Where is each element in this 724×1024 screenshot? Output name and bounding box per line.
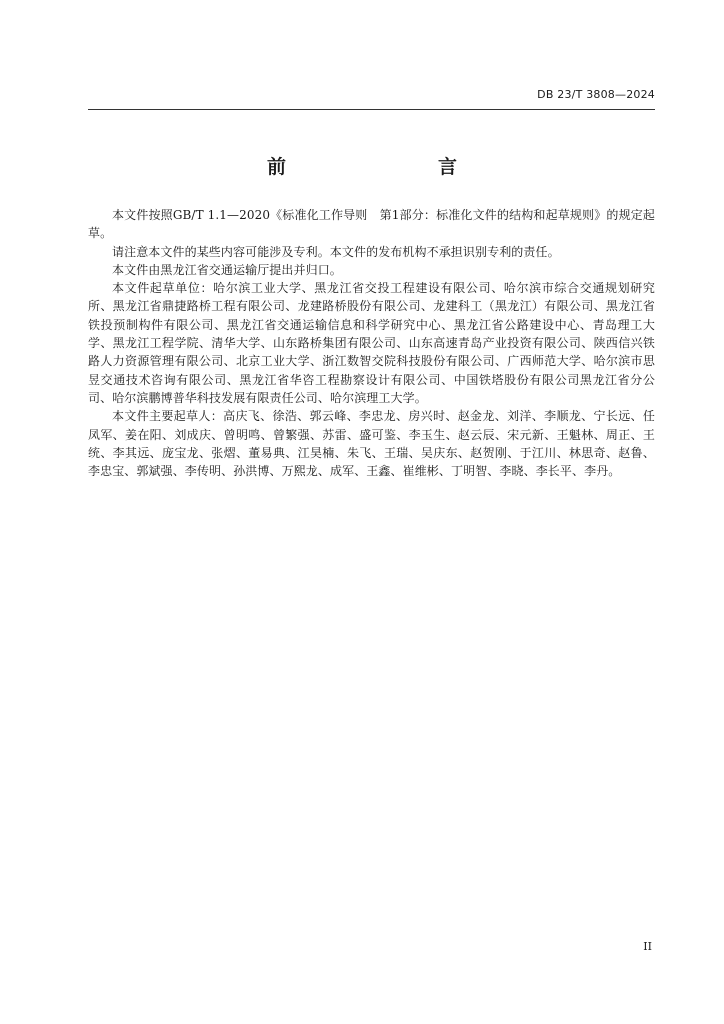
standard-code: DB 23/T 3808—2024 (537, 88, 655, 101)
header-divider (88, 109, 655, 110)
paragraph-proposer: 本文件由黑龙江省交通运输厅提出并归口。 (112, 262, 342, 277)
paragraph-drafting-organizations: 本文件起草单位：哈尔滨工业大学、黑龙江省交投工程建设有限公司、哈尔滨市综合交通规划研究所、黑龙江省鼎捷路桥工程有限公司、龙建路桥股份有限公司、龙建科工（黑龙江）有限公司、黑龙江省铁投预制构件有限公司、黑龙江省交通运输信息和科学研究中心、黑龙江省公路建设中心、青岛理工大学、黑龙江工程学院、清华大学、山东路桥集团有限公司、山东高速青岛产业投资有限公司、陕西信兴铁路人力资源管理有限公司、北京工业大学、浙江数智交院科技股份有限公司、广西师范大学、哈尔滨市思昱交通技术咨询有限公司、黑龙江省华咨工程勘察设计有限公司、中国铁塔股份有限公司黑龙江省分公司、哈尔滨鹏博普华科技发展有限责任公司、哈尔滨理工大学。 (88, 281, 655, 405)
paragraph-patent-notice: 请注意本文件的某些内容可能涉及专利。本文件的发布机构不承担识别专利的责任。 (112, 244, 560, 259)
foreword-body (88, 206, 655, 480)
paragraph-drafting-rules: 本文件按照GB/T 1.1—2020《标准化工作导则 第1部分：标准化文件的结构和起草规则》的规定起草。 (88, 208, 655, 241)
paragraph-drafters: 本文件主要起草人：高庆飞、徐浩、郭云峰、李忠龙、房兴时、赵金龙、刘洋、李顺龙、宁长远、任凤军、姜在阳、刘成庆、曾明鸣、曾繁强、苏雷、盛可鉴、李玉生、赵云辰、宋元新、王魁林、周正、王统、李其远、庞宝龙、张熠、董易典、江昊楠、朱飞、王瑞、吴庆东、赵贺刚、于江川、林思奇、赵鲁、李忠宝、郭斌强、李传明、孙洪博、万熙龙、成军、王鑫、崔维彬、丁明智、李晓、李长平、李丹。 (88, 409, 655, 479)
page-title: 前 言 (266, 156, 495, 178)
page-number: II (643, 940, 652, 953)
